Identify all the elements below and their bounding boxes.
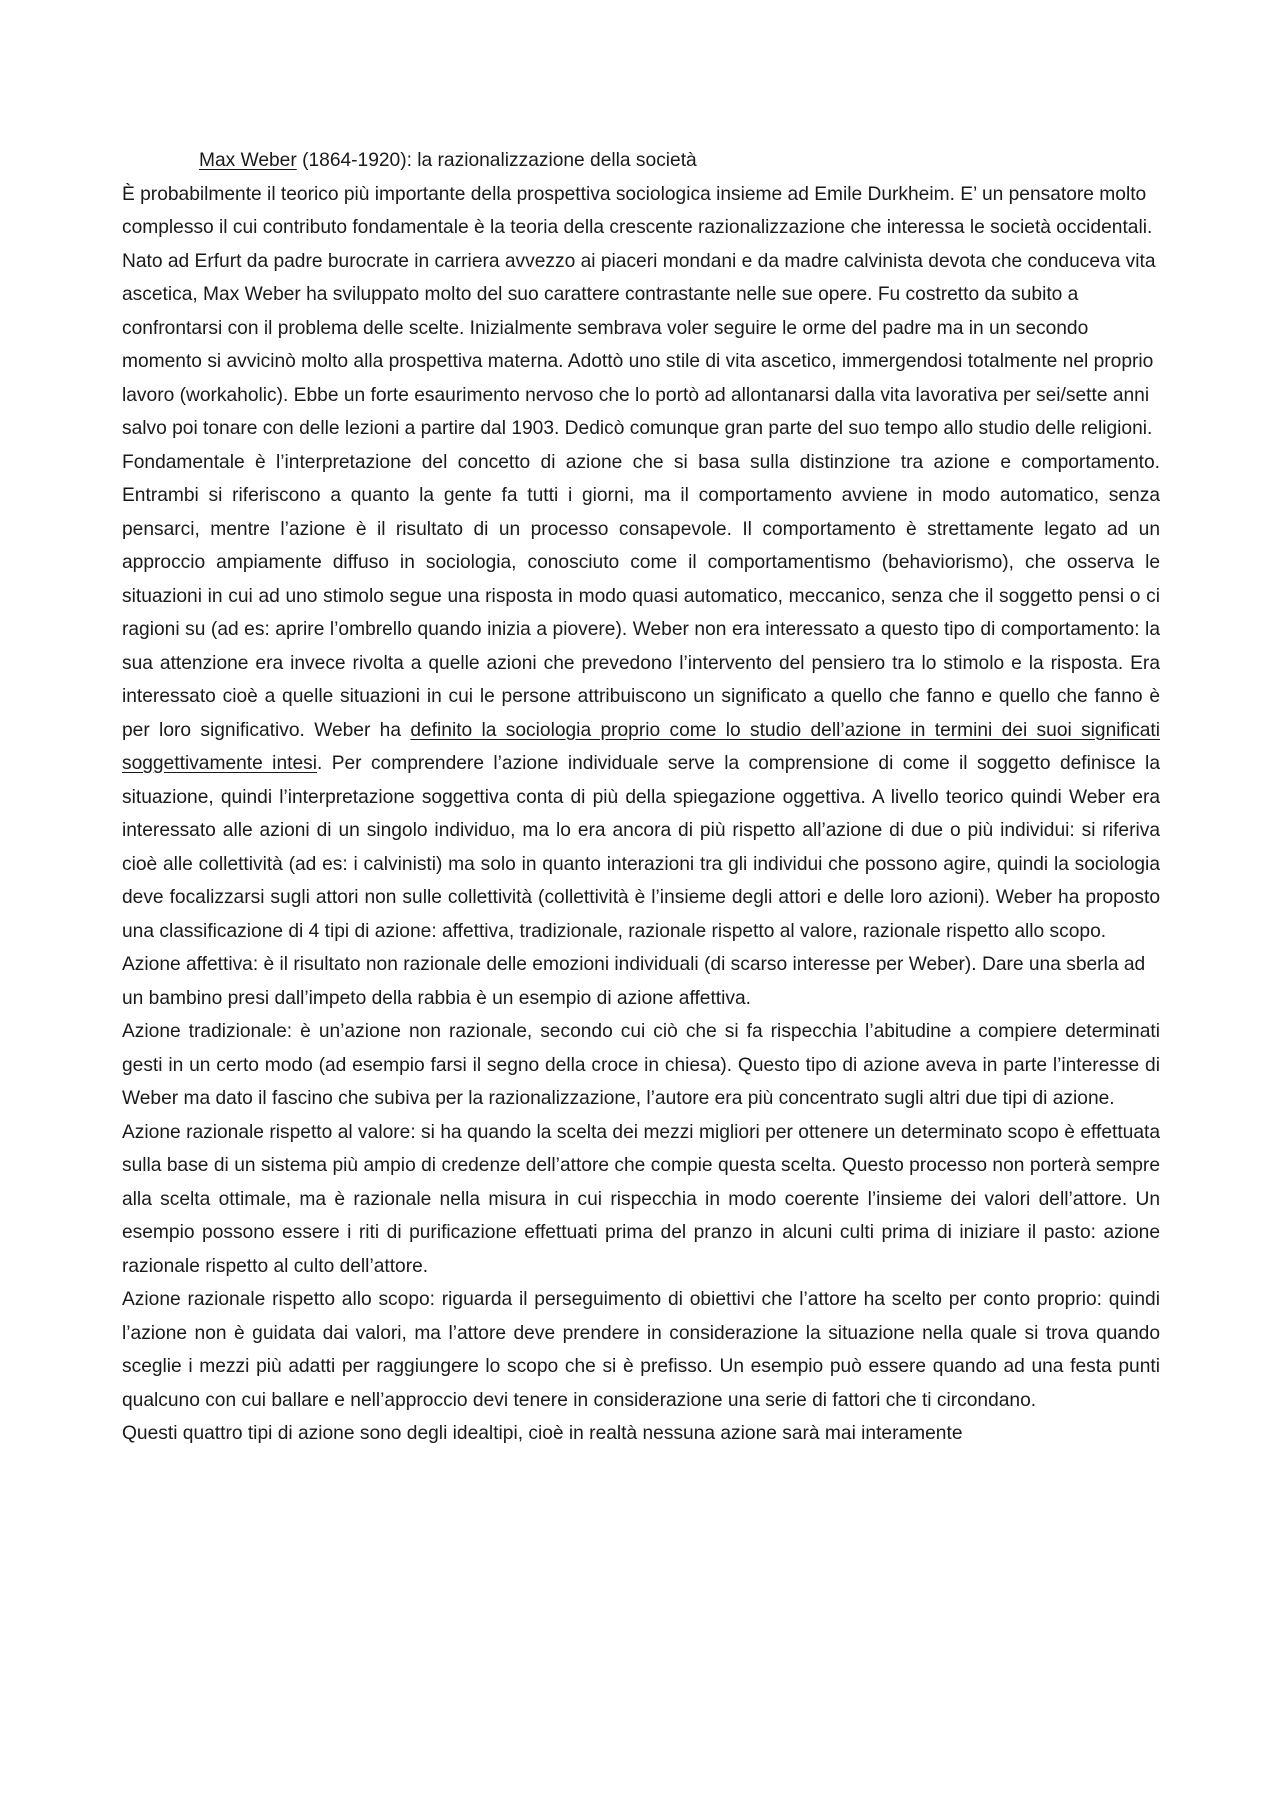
paragraph-value-rational-action: Azione razionale rispetto al valore: si ha quando la scelta dei mezzi migliori per ottenere un determinato scopo è effettuata sulla base di un sistema più ampio di credenze dell’attore che compie questa scelta. Questo processo non porterà sempre alla scelta ottimale, ma è razionale nella misura in cui rispecchia in modo coerente l’insieme dei valori dell’attore. Un esempio possono essere i riti di purificazione effettuati prima del pranzo in alcuni culti prima di iniziare il pasto: azione razionale rispetto al culto dell’attore.: [122, 1121, 1160, 1277]
paragraph-action-concept: [122, 446, 1160, 949]
action-text-after: . Per comprendere l’azione individuale serve la comprensione di come il soggetto definisce la situazione, quindi l’interpretazione soggettiva conta di più della spiegazione oggettiva. A livello teorico quindi Weber era interessato alle azioni di un singolo individuo, ma lo era ancora di più rispetto all’azione di due o più individui: si riferiva cioè alle collettività (ad es: i calvinisti) ma solo in quanto interazioni tra gli individui che possono agire, quindi la sociologia deve focalizzarsi sugli attori non sulle collettività (collettività è l’insieme degli attori e delle loro azioni). Weber ha proposto una classificazione di 4 tipi di azione: affettiva, tradizionale, razionale rispetto al valore, razionale rispetto allo scopo.: [122, 753, 1160, 942]
title-rest: (1864-1920): la razionalizzazione della società: [296, 150, 697, 171]
document-title: [122, 144, 1160, 178]
paragraph-biography: Nato ad Erfurt da padre burocrate in carriera avvezzo ai piaceri mondani e da madre calvinista devota che conduceva vita ascetica, Max Weber ha sviluppato molto del suo carattere contrastante nelle sue opere. Fu costretto da subito a confrontarsi con il problema delle scelte. Inizialmente sembrava voler seguire le orme del padre ma in un secondo momento si avvicinò molto alla prospettiva materna. Adottò uno stile di vita ascetico, immergendosi totalmente nel proprio lavoro (workaholic). Ebbe un forte esaurimento nervoso che lo portò ad allontanarsi dalla vita lavorativa per sei/sette anni salvo poi tonare con delle lezioni a partire dal 1903. Dedicò comunque gran parte del suo tempo allo studio delle religioni.: [122, 250, 1156, 439]
document-page: [122, 144, 1160, 1451]
sociology-definition: definito la sociologia proprio come lo studio dell’azione in termini dei suoi significati soggettivamente intesi: [122, 719, 1160, 774]
paragraph-affective-action: Azione affettiva: è il risultato non razionale delle emozioni individuali (di scarso interesse per Weber). Dare una sberla ad un bambino presi dall’impeto della rabbia è un esempio di azione affettiva.: [122, 954, 1146, 1009]
paragraph-goal-rational-action: Azione razionale rispetto allo scopo: riguarda il perseguimento di obiettivi che l’attore ha scelto per conto proprio: quindi l’azione non è guidata dai valori, ma l’attore deve prendere in considerazione la situazione nella quale si trova quando sceglie i mezzi più adatti per raggiungere lo scopo che si è prefisso. Un esempio può essere quando ad una festa punti qualcuno con cui ballare e nell’approccio devi tenere in considerazione una serie di fattori che ti circondano.: [122, 1289, 1160, 1411]
paragraph-ideal-types: Questi quattro tipi di azione sono degli idealtipi, cioè in realtà nessuna azione sarà mai interamente: [122, 1423, 963, 1444]
paragraph-traditional-action: Azione tradizionale: è un’azione non razionale, secondo cui ciò che si fa rispecchia l’abitudine a compiere determinati gesti in un certo modo (ad esempio farsi il segno della croce in chiesa). Questo tipo di azione aveva in parte l’interesse di Weber ma dato il fascino che subiva per la razionalizzazione, l’autore era più concentrato sugli altri due tipi di azione.: [122, 1021, 1160, 1109]
title-name: Max Weber: [199, 150, 297, 171]
action-text-before: Fondamentale è l’interpretazione del concetto di azione che si basa sulla distinzione tra azione e comportamento. Entrambi si riferiscono a quanto la gente fa tutti i giorni, ma il comportamento avviene in modo automatico, senza pensarci, mentre l’azione è il risultato di un processo consapevole. Il comportamento è strettamente legato ad un approccio ampiamente diffuso in sociologia, conosciuto come il comportamentismo (behaviorismo), che osserva le situazioni in cui ad uno stimolo segue una risposta in modo quasi automatico, meccanico, senza che il soggetto pensi o ci ragioni su (ad es: aprire l’ombrello quando inizia a piovere). Weber non era interessato a questo tipo di comportamento: la sua attenzione era invece rivolta a quelle azioni che prevedono l’intervento del pensiero tra lo stimolo e la risposta. Era interessato cioè a quelle situazioni in cui le persone attribuiscono un significato a quello che fanno e quello che fanno è per loro significativo. Weber ha: [122, 451, 1160, 741]
paragraph-intro: È probabilmente il teorico più importante della prospettiva sociologica insieme ad Emile Durkheim. E’ un pensatore molto complesso il cui contributo fondamentale è la teoria della crescente razionalizzazione che interessa le società occidentali.: [122, 183, 1153, 238]
